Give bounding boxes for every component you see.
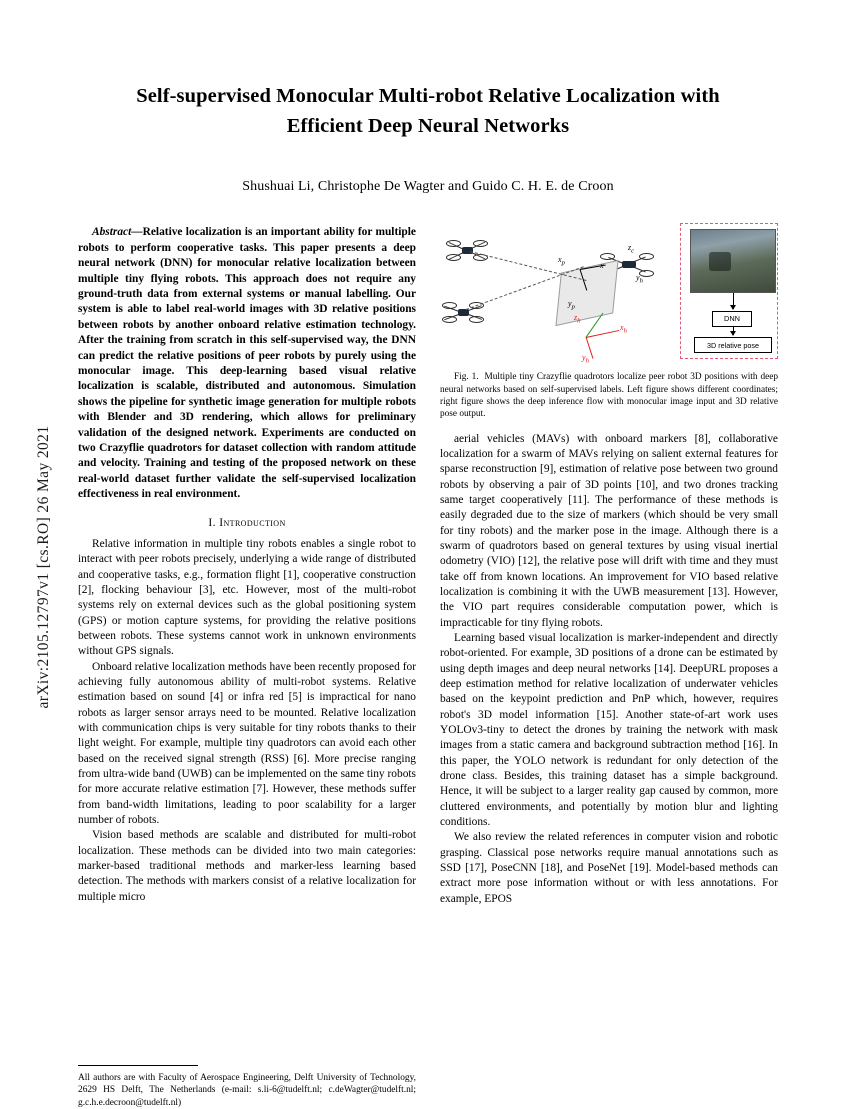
footnote-divider bbox=[78, 1065, 198, 1066]
axis-label: $x_h$ bbox=[620, 323, 627, 336]
axis-label: $y_h$ bbox=[582, 353, 589, 366]
abstract-text: Relative localization is an important ability for multiple robots to perform cooperative tasks. This paper presents a deep neural network (DNN) for monocular relative localization between multiple tiny flying robots. This approach does not require any ground-truth data from external systems or manual labelling. Our system is able to label real-world images with 3D relative positions between robots by another onboard relative estimation technology. After the training from scratch in this self-supervised way, the DNN can predict the relative positions of peer robots by purely using the monocular image. This deep-learning based visual relative localization is scalable, distributed and autonomous. Simulation shows the pipeline for synthetic image generation for multiple robots with Blender and 3D rendering, which allows for preliminary validation of the designed network. Experiments are conducted on two Crazyflie quadrotors for dataset collection with random attitude and velocity. Training and testing of the proposed network on these real-world dataset further validate the self-supervised localization effectiveness in real environment. bbox=[78, 226, 416, 501]
paragraph: aerial vehicles (MAVs) with onboard markers [8], collaborative localization for a swarm of MAVs relying on salient external features for sparse reconstruction [9], estimation of relative pose between two ground robots by observing a pair of 3D points [10], and two drones tracking same target cooperatively [11]. The performance of these methods is easily degraded due to the size of markers (which should be very small for tiny robots) and the marker pose in the image. Although there is a swarm of quadrotors based on general textures by using visual inertial odometry (VIO) [12], the relative pose will drift with time and they must take off from known locations. An improvement for VIO based relative localization is combining it with the UWB measurement [13]. However, the VIO part requires considerable computation power, which is impracticable for tiny flying robots. bbox=[440, 432, 778, 629]
paragraph: Vision based methods are scalable and distributed for multi-robot localization. These methods can be divided into two main categories: marker-based traditional methods and marker-less learning based detection. The methods with markers consist of a relative localization for multiple micro bbox=[78, 829, 416, 903]
dnn-box: DNN bbox=[712, 311, 752, 327]
left-column bbox=[78, 225, 416, 1109]
axis-label: $z_h$ bbox=[574, 313, 581, 326]
quadrotor-icon bbox=[446, 237, 488, 263]
two-column-body bbox=[78, 225, 778, 1109]
section-heading-introduction bbox=[78, 515, 416, 531]
section-number: I. bbox=[208, 516, 216, 530]
image-plane bbox=[555, 260, 618, 326]
axis-label: $z_c$ bbox=[628, 243, 635, 256]
author-list: Shushuai Li, Christophe De Wagter and Guido C. H. E. de Croon bbox=[242, 179, 614, 195]
figure-1-image bbox=[440, 225, 778, 365]
paper-content bbox=[78, 82, 778, 1109]
paragraph: Learning based visual localization is marker-independent and directly robot-oriented. For example, 3D positions of a drone can be estimated by using depth images and deep neural networks [14]. DeepURL proposes a deep estimation method for relative localization of underwater vehicles based on the keypoint prediction and PnP which, however, requires robot's 3D model information [15]. Another state-of-art work uses YOLOv3-tiny to detect the drones by training the network with mask images from a static camera and background subtraction method [16]. In this paper, the YOLO network is redundant for only detection of the drone class. Besides, this training dataset has a simple background. Hence, it will be subject to a larger reality gap caused by common, more cluttered environments, and potentially by motion blur and lighting conditions. bbox=[440, 632, 778, 828]
paragraph: Relative information in multiple tiny robots enables a single robot to interact with peer robots precisely, underlying a wide range of distributed and cooperative tasks, e.g., formation flight [1], cooperative construction [2], flocking behaviour [3], etc. However, most of the multi-robot systems rely on external devices such as the global positioning system (GPS) or motion capture systems, for providing the relative positions between robots. These systems cannot work in unknown environments without GPS signals. bbox=[78, 538, 416, 658]
pose-output-box: 3D relative pose bbox=[694, 337, 772, 353]
section-title: Introduction bbox=[219, 516, 286, 530]
right-column bbox=[440, 225, 778, 1109]
arxiv-stamp: arXiv:2105.12797v1 [cs.RO] 26 May 2021 bbox=[35, 425, 52, 709]
arrow-down-icon bbox=[733, 293, 734, 309]
abstract-heading: Abstract— bbox=[92, 226, 143, 239]
arrow-down-icon bbox=[733, 327, 734, 335]
quadrotor-icon bbox=[442, 299, 484, 325]
axis-label: $y_h$ bbox=[636, 273, 643, 286]
footnote: All authors are with Faculty of Aerospace Engineering, Delft University of Technology, 2629 HS Delft, The Netherlands (e-mail: s.li-6@tudelft.nl; c.deWagter@tudelft.nl; g.c.h.e.decroon@tudelft.nl) bbox=[78, 1072, 416, 1108]
figure-label: Fig. 1. bbox=[454, 372, 479, 383]
axis-label: $y_p$ bbox=[568, 299, 575, 312]
axis-label: x bbox=[600, 261, 604, 271]
page-title: Self-supervised Monocular Multi-robot Relative Localization with Efficient Deep Neural Networks bbox=[136, 85, 720, 137]
figure-caption-text: Multiple tiny Crazyflie quadrotors localize peer robot 3D positions with deep neural networks based on self-supervised labels. Left figure shows different coordinates; right figure shows the deep inference flow with monocular image input and 3D relative pose output. bbox=[440, 372, 779, 419]
axis-label: $x_p$ bbox=[558, 255, 565, 268]
paragraph: Onboard relative localization methods have been recently proposed for achieving fully autonomous ability of multi-robot systems. Relative estimation based on sound [4] or infra red [5] is impractical for nano robots as larger sensor arrays need to be mounted. Relative localization with communication chips is very suitable for tiny robots thanks to their light weight. For example, multiple tiny quadrotors can avoid each other based on the received signal strength (RSS) [6]. More precise ranging from ultra-wide band (UWB) can be implemented on the same tiny robots for more accurate relative estimation [7]. However, these methods suffer from band-width limitations, leading to poor scalability for a larger number of robots. bbox=[78, 660, 416, 826]
sight-line bbox=[470, 251, 587, 281]
paragraph: We also review the related references in computer vision and robotic grasping. Classical pose networks require manual annotations such as SSD [17], PoseCNN [18], and PoseNet [19]. Model-based methods can extract more pose information without or with less annotations. For example, EPOS bbox=[440, 831, 778, 905]
abstract bbox=[78, 225, 416, 502]
figure-caption bbox=[440, 371, 778, 419]
monocular-image-thumbnail bbox=[690, 229, 776, 293]
